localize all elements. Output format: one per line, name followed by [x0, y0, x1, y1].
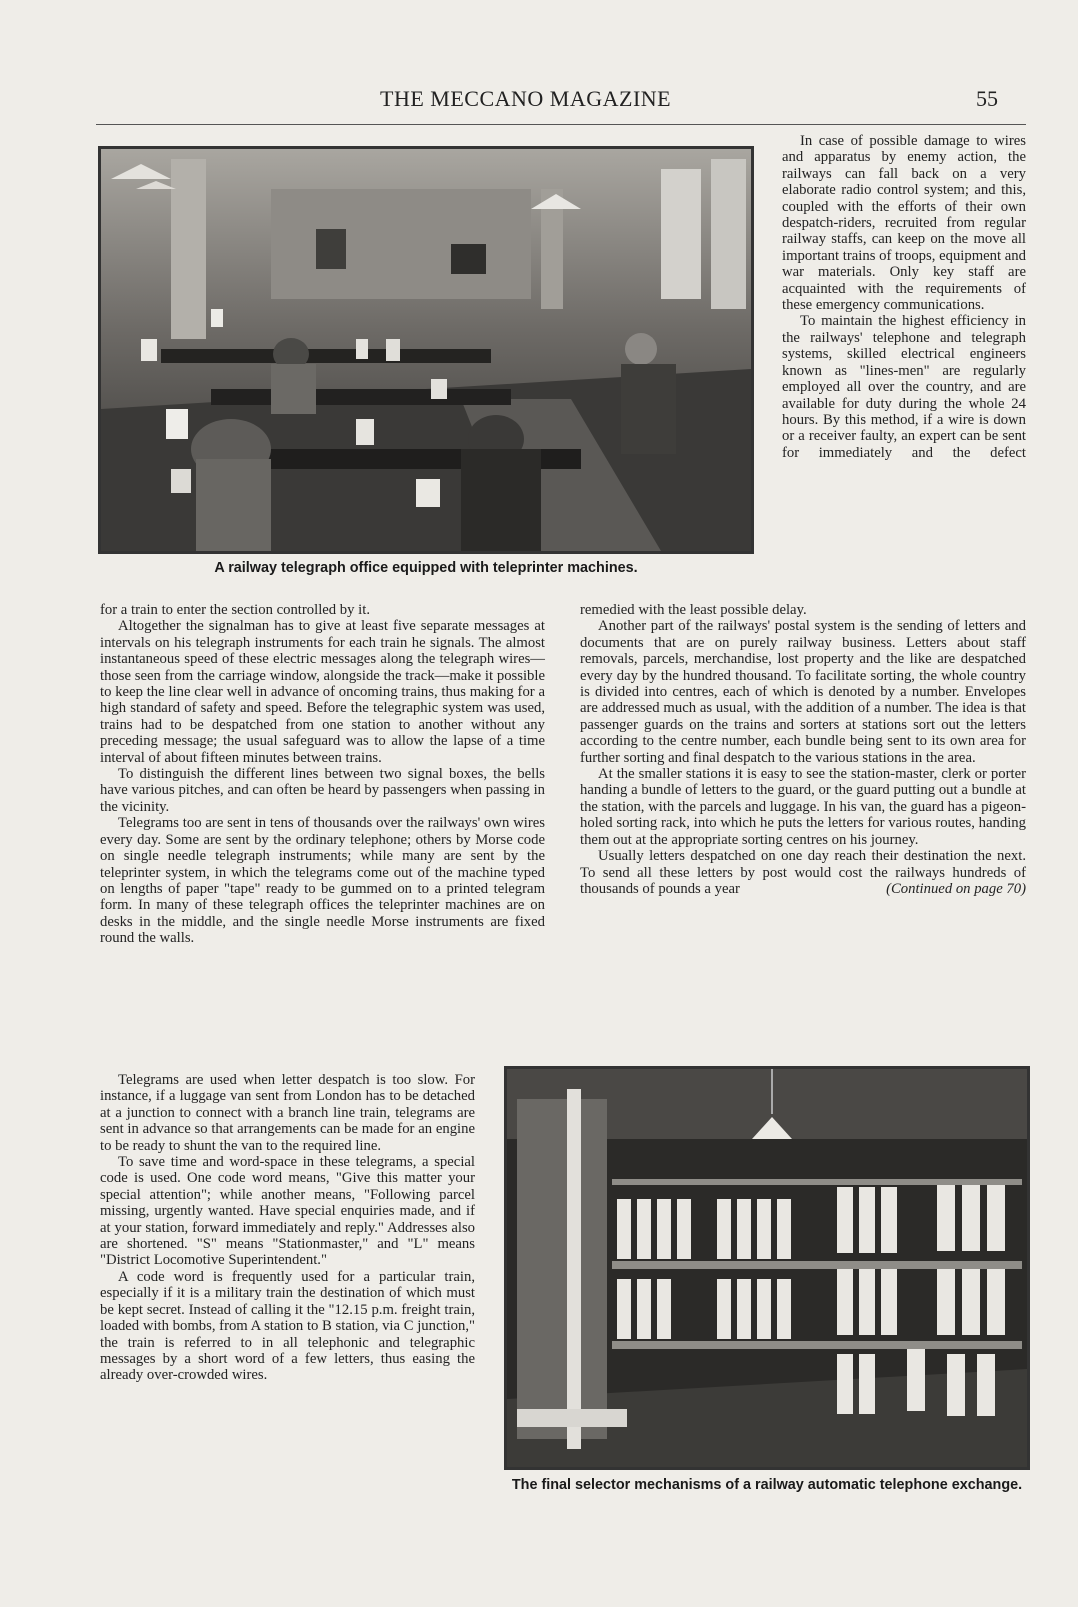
paragraph: To save time and word-space in these telegrams, a special code is used. One code word means, "Give this matter your special attention"; while another means, "Following parcel missing, urgently wanted. Have special enquiries made, and if at your station, forward immediately and reply." Addresses also are shortened. "S" means "Stationmaster," and "L" means "District Locomotive Superintendent."	[100, 1154, 475, 1269]
paragraph: Altogether the signalman has to give at least five separate messages at intervals on his telegraph instruments for each train he signals. The almost instantaneous speed of these electric messages along the telegraph wires—those seen from the carriage window, alongside the track—make it possible to keep the line clear well in advance of oncoming trains, thus making for a high standard of safety and speed. Before the telegraphic system was used, trains had to be despatched from one station to another without any preceding message; the usual safeguard was to allow the lapse of a time interval of about fifteen minutes between trains.	[100, 618, 545, 766]
selector-mechanisms-illustration	[507, 1069, 1027, 1467]
paragraph: Telegrams are used when letter despatch is too slow. For instance, if a luggage van sent from London has to be detached at a junction to connect with a branch line train, telegrams are sent in advance so that arrangements can be made for an engine to be ready to shunt the van to the required line.	[100, 1072, 475, 1154]
telegraph-office-illustration	[101, 149, 751, 551]
left-column-lower-text	[100, 1072, 475, 1384]
continued-note: (Continued on page 70)	[886, 880, 1026, 897]
paragraph: At the smaller stations it is easy to see the station-master, clerk or porter handing a bundle of letters to the guard, or the guard putting out a bundle at the station, with the parcels and luggage. In his van, the guard has a pigeon-holed sorting rack, into which he puts the letters for various routes, handing them out at the appropriate sorting centres on his journey.	[580, 766, 1026, 848]
paragraph: Telegrams too are sent in tens of thousands over the railways' own wires every day. Some are sent by the ordinary telephone; others by Morse code on single needle telegraph instruments; while many are sent by the teleprinter system, in which the telegrams come out of the machine typed on lengths of paper "tape" ready to be gummed on to a printed telegram form. In many of these telegraph offices the teleprinter machines are on desks in the middle, and the single needle Morse instruments are fixed round the walls.	[100, 815, 545, 947]
telegraph-office-photo	[98, 146, 754, 554]
right-top-text	[782, 133, 1026, 461]
telegraph-office-caption: A railway telegraph office equipped with teleprinter machines.	[214, 560, 638, 576]
left-column-text	[100, 602, 545, 947]
paragraph: remedied with the least possible delay.	[580, 602, 807, 618]
paragraph-text: Usually letters despatched on one day reach their destination the next. To send all these letters by post would cost the railways hundreds of thousands of pounds a year	[580, 848, 1026, 897]
page-header-title: THE MECCANO MAGAZINE	[380, 86, 672, 111]
paragraph: To distinguish the different lines between two signal boxes, the bells have various pitches, and can often be heard by passengers when passing in the vicinity.	[100, 766, 545, 815]
selector-mechanisms-photo	[504, 1066, 1030, 1470]
paragraph: Another part of the railways' postal system is the sending of letters and documents that are on purely railway business. Letters about staff removals, parcels, merchandise, lost property and the like are despatched every day by the hundred thousand. To facilitate sorting, the whole country is divided into centres, each of which is denoted by a number. Envelopes are addressed much as usual, with the addition of a number. The idea is that passenger guards on the trains and sorters at stations sort out the letters according to the centre number, each bundle being sent to its own area for further sorting and final despatch to the various stations in the area.	[580, 618, 1026, 766]
paragraph	[580, 848, 1026, 897]
page-number: 55	[976, 86, 998, 111]
paragraph: To maintain the highest efficiency in the railways' telephone and telegraph systems, skilled electrical engineers known as "lines-men" are regularly employed all over the country, and are available for duty during the whole 24 hours. By this method, if a wire is down or a receiver faulty, an expert can be sent for immediately and the defect	[782, 313, 1026, 461]
header-rule	[96, 124, 1026, 125]
paragraph: for a train to enter the section controlled by it.	[100, 602, 370, 618]
paragraph: In case of possible damage to wires and apparatus by enemy action, the railways can fall back on a very elaborate radio control system; and this, coupled with the efforts of their own despatch-riders, recruited from regular railway staffs, can keep on the move all important trains of troops, equipment and war materials. Only key staff are acquainted with the requirements of these emergency communications.	[782, 133, 1026, 314]
paragraph: A code word is frequently used for a particular train, especially if it is a military train the destination of which must be kept secret. Instead of calling it the "12.15 p.m. freight train, loaded with bombs, from A station to B station, via C junction," the train is referred to in all telephonic and telegraphic messages by a short word of a few letters, thus easing the already over-crowded wires.	[100, 1268, 475, 1384]
right-column-text	[580, 602, 1026, 897]
selector-mechanisms-caption: The final selector mechanisms of a railway automatic telephone exchange.	[511, 1477, 1023, 1493]
